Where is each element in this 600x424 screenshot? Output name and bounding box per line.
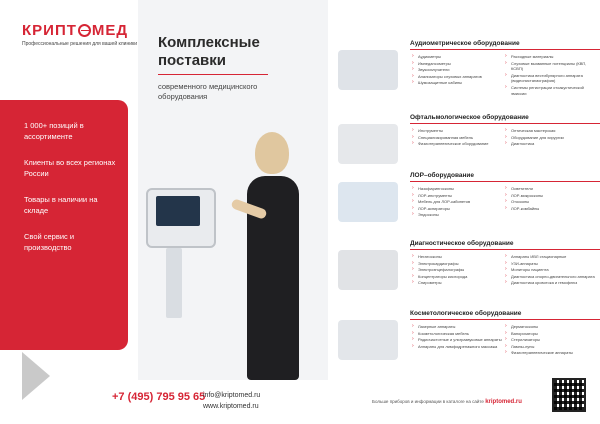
logo-text-left: КРИПТ xyxy=(22,22,77,39)
catalog-note xyxy=(372,399,522,405)
list-item: › Специализированная мебель xyxy=(412,135,505,141)
benefit-item: Свой сервис и производство xyxy=(24,232,75,252)
list-item: › Радиочастотные и ультразвуковые аппараты xyxy=(412,337,505,343)
list-item: › Дерматоскопы xyxy=(505,324,598,330)
section-items xyxy=(412,324,598,357)
ultrasound-image xyxy=(338,250,398,290)
hero-subtitle xyxy=(158,82,257,102)
section-divider xyxy=(410,49,600,50)
list-item: › Косметологическая мебель xyxy=(412,331,505,337)
device-screen xyxy=(156,196,200,226)
list-item: › Вапоризаторы xyxy=(505,331,598,337)
equipment-sections xyxy=(330,0,600,424)
section-items xyxy=(412,128,598,148)
catalog-link[interactable]: kriptomed.ru xyxy=(485,399,522,405)
section-items xyxy=(412,186,598,219)
list-item: › Анализаторы слуховых аппаратов xyxy=(412,74,505,80)
audiometer-image xyxy=(338,50,398,90)
logo-tagline: Профессиональные решения для вашей клиники xyxy=(22,41,137,47)
items-column-right xyxy=(505,254,598,287)
list-item: › Отоскопы xyxy=(505,199,598,205)
list-item: › Мебель для ЛОР-кабинетов xyxy=(412,199,505,205)
catalog-note-text: Больше приборов и информации в каталоге на сайте xyxy=(372,399,484,404)
section-title: ЛОР–оборудование xyxy=(410,172,475,179)
contact-links xyxy=(203,390,260,412)
list-item: › Эндоскопы xyxy=(412,212,505,218)
website-link[interactable]: www.kriptomed.ru xyxy=(203,403,259,410)
items-column-left xyxy=(412,186,505,219)
list-item: › Диагностика кровотока и гемофлюз xyxy=(505,280,598,286)
items-column-right xyxy=(505,324,598,357)
section-title: Диагностическое оборудование xyxy=(410,240,514,247)
items-column-right xyxy=(505,186,598,219)
brand-logo xyxy=(22,22,137,47)
list-item: › Системы регистрации отоакустической эмиссии xyxy=(505,85,598,96)
list-item: › Импедансометры xyxy=(412,61,505,67)
list-item: › Диагностика xyxy=(505,141,598,147)
benefit-item: 1 000+ позиций в ассортименте xyxy=(24,121,84,141)
list-item: › Звукоизлучатели xyxy=(412,67,505,73)
hero-subtitle-line1: современного медицинского xyxy=(158,82,258,91)
hero-title-line2: поставки xyxy=(158,52,227,69)
section-title: Офтальмологическое оборудование xyxy=(410,114,529,121)
list-item: › Физиотерапевтические аппараты xyxy=(505,350,598,356)
items-column-left xyxy=(412,128,505,148)
section-title: Косметологическое оборудование xyxy=(410,310,522,317)
list-item: › Лампы-лупы xyxy=(505,344,598,350)
benefit-item: Товары в наличии на складе xyxy=(24,195,98,215)
benefits-panel xyxy=(0,100,128,350)
list-item: › Диагностика опорно-двигательного аппарата xyxy=(505,274,598,280)
items-column-left xyxy=(412,54,505,97)
arrow-icon xyxy=(22,352,50,400)
section-divider xyxy=(410,319,600,320)
list-item: › Инструменты xyxy=(412,128,505,134)
list-item: › Стерилизаторы xyxy=(505,337,598,343)
section-items xyxy=(412,254,598,287)
ophthalmic-device-image xyxy=(338,124,398,164)
ent-unit-image xyxy=(338,182,398,222)
list-item: › Слуховые вызванные потенциалы (КВП, КСВП) xyxy=(505,61,598,72)
logo-heartbeat-icon xyxy=(78,24,91,37)
section-divider xyxy=(410,181,600,182)
hero-title xyxy=(158,34,260,70)
list-item: › ЛОР-комбайны xyxy=(505,206,598,212)
list-item: › Физиотерапевтическое оборудование xyxy=(412,141,505,147)
list-item: › Аппараты ИВЛ стационарные xyxy=(505,254,598,260)
doctor-photo xyxy=(243,118,301,380)
items-column-right xyxy=(505,54,598,97)
hero-block xyxy=(138,0,328,380)
benefit-item: Клиенты во всех регионах России xyxy=(24,158,116,178)
device-stand xyxy=(166,248,182,318)
hero-divider xyxy=(158,74,268,75)
list-item: › Диагностика вестибулярного аппарата (видеонистагмография) xyxy=(505,73,598,84)
list-item: › ЛОР-микроскопы xyxy=(505,193,598,199)
list-item: › Аудиометры xyxy=(412,54,505,60)
section-items xyxy=(412,54,598,97)
logo-text-right: МЕД xyxy=(91,22,129,39)
list-item: › Аппараты для лимфодренажного массажа xyxy=(412,344,505,350)
list-item: › Оборудование для хирургии xyxy=(505,135,598,141)
items-column-left xyxy=(412,254,505,287)
list-item: › ЛОР-инструменты xyxy=(412,193,505,199)
phone-number[interactable]: +7 (495) 795 95 65 xyxy=(112,391,206,403)
section-divider xyxy=(410,123,600,124)
items-column-right xyxy=(505,128,598,148)
hero-subtitle-line2: оборудования xyxy=(158,92,208,101)
doctor-head xyxy=(255,132,289,174)
qr-code-icon[interactable] xyxy=(552,378,586,412)
items-column-left xyxy=(412,324,505,357)
logo-wordmark xyxy=(22,22,137,39)
medical-device-image xyxy=(146,188,216,248)
section-divider xyxy=(410,249,600,250)
list-item: › Электроэнцефалографы xyxy=(412,267,505,273)
cosmetology-device-image xyxy=(338,320,398,360)
list-item: › Осветители xyxy=(505,186,598,192)
list-item: › УЗИ-аппараты xyxy=(505,261,598,267)
list-item: › Мониторы пациента xyxy=(505,267,598,273)
list-item: › Лазерные аппараты xyxy=(412,324,505,330)
list-item: › Концентраторы кислорода xyxy=(412,274,505,280)
list-item: › Назофарингоскопы xyxy=(412,186,505,192)
list-item: › Спирометры xyxy=(412,280,505,286)
hero-title-line1: Комплексные xyxy=(158,34,260,51)
email-link[interactable]: info@kriptomed.ru xyxy=(203,392,261,399)
section-title: Аудиометрическое оборудование xyxy=(410,40,520,47)
list-item: › Расходные материалы xyxy=(505,54,598,60)
list-item: › Шумозащитные кабины xyxy=(412,80,505,86)
list-item: › Электрокардиографы xyxy=(412,261,505,267)
list-item: › ЛОР-аспираторы xyxy=(412,206,505,212)
list-item: › Оптическая мастерская xyxy=(505,128,598,134)
list-item: › Негатоскопы xyxy=(412,254,505,260)
